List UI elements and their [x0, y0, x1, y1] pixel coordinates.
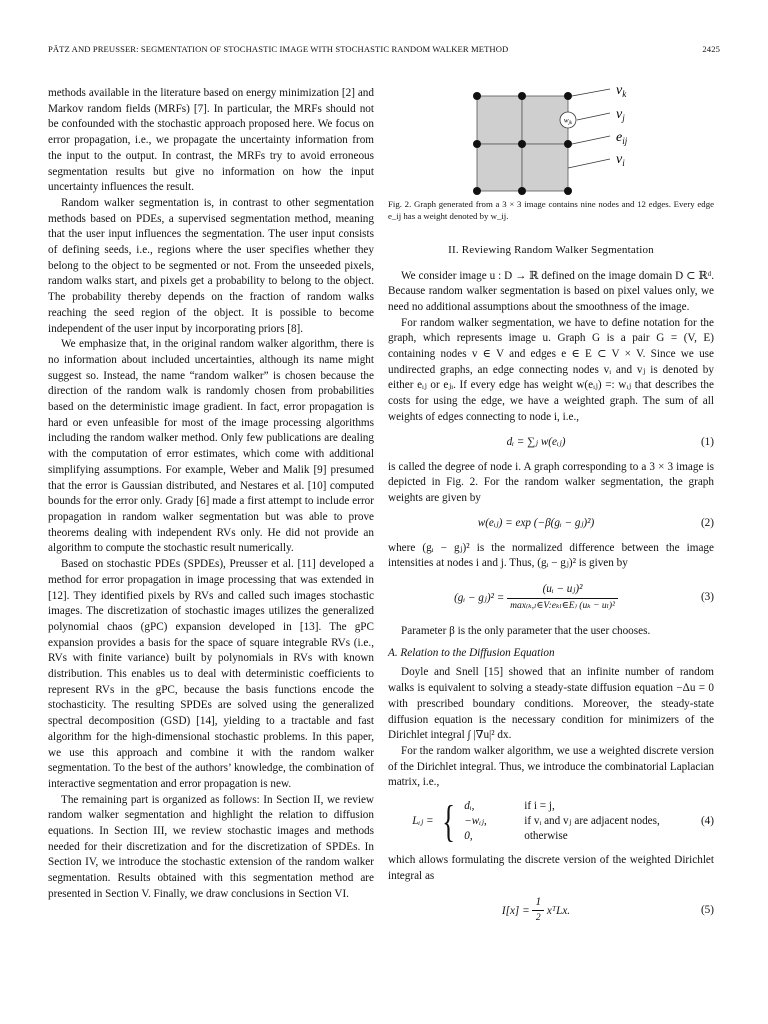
- label-vj: $v_j$: [616, 107, 625, 123]
- paragraph: Doyle and Snell [15] showed that an infinite number of random walks is equivalent to solving a steady-state diffusion equation −Δu = 0 with prescribed boundary conditions. Moreover, the steady-state diffusion equation is the necessary condition for minimizers of the Dirichlet integral ∫ |∇u|² dx.: [388, 666, 714, 742]
- numerator: 1: [532, 895, 544, 912]
- grid-cell: [477, 96, 522, 144]
- denominator: max₍ₖ,ₗ∈V:eₖₗ∈E₎ (uₖ − uₗ)²: [510, 600, 615, 611]
- equation-body: w(eᵢⱼ) = exp (−β(gᵢ − gⱼ)²): [477, 516, 595, 529]
- leader-line: [572, 136, 610, 144]
- case-row: dᵢ, if i = j,: [464, 800, 555, 813]
- numerator: (uᵢ − uⱼ)²: [507, 582, 618, 599]
- case-row: −wᵢⱼ, if vᵢ and vⱼ are adjacent nodes,: [464, 815, 660, 828]
- equation-2: [388, 513, 714, 535]
- grid-cell: [522, 144, 568, 191]
- node: [473, 187, 481, 195]
- paragraph: We consider image u : D → ℝ defined on the image domain D ⊂ ℝᵈ. Because random walker segmentation is based on pixel values only, we need no additional assumptions about the smoothness of the image.: [388, 269, 714, 313]
- paragraph: methods available in the literature based on energy minimization [2] and Markov random fields (MRFs) [7]. In particular, the MRFs should not be confounded with the stochastic approach proposed here. We focus on error propagation, i.e., we propagate the uncertainty information from the input to the output. In contrast, the MRFs try to avoid erroneous segmentation results but give no information on how the input uncertainty influences the result.: [48, 87, 374, 194]
- paragraph: Random walker segmentation is, in contrast to other segmentation methods based on PDEs, a supervised segmentation method, meaning that the user input influences the segmentation. The user input consists of defining seeds, i.e., regions where the user specifies whether they belong to the object to be segmented or not. From the unseeded pixels, random walks start, and pixels get a probability to belong to the object. The probability thereby depends on the fraction of random walks reaching the seed region of the object. It is possible to become independent of the user input by incorporating priors [8].: [48, 196, 374, 335]
- paragraph: which allows formulating the discrete version of the weighted Dirichlet integral as: [388, 854, 714, 882]
- equation-lhs: Lᵢⱼ =: [412, 815, 434, 828]
- running-title: PÄTZ AND PREUSSER: SEGMENTATION OF STOCHASTIC IMAGE WITH STOCHASTIC RANDOM WALKER METHOD: [48, 44, 509, 54]
- denominator: 2: [535, 913, 541, 924]
- equation-4: [388, 797, 714, 847]
- subsection-heading: A. Relation to the Diffusion Equation: [388, 646, 555, 659]
- equation-3: [388, 578, 714, 618]
- equation-lhs: (gᵢ − gⱼ)² =: [454, 591, 505, 604]
- equation-number: (2): [700, 516, 714, 529]
- fraction: [507, 582, 618, 614]
- paragraph: The remaining part is organized as follows: In Section II, we review random walker segmentation and highlight the relation to diffusion equations. In Section III, we review stochastic images and methods needed for their discretization and for the discretization of SPDEs. In Section IV, we introduce the stochastic extension of the random walker segmentation. Results obtained with this segmentation method are presented in Section V. Finally, we draw conclusions in Section VI.: [48, 793, 374, 900]
- equation-number: (3): [700, 591, 714, 604]
- case-row: 0, otherwise: [464, 830, 568, 843]
- cases-block: [464, 799, 660, 844]
- label-vi: $v_i$: [616, 152, 625, 168]
- paragraph: For random walker segmentation, we have to define notation for the graph, which represents image u. Graph G is a pair G = (V, E) containing nodes v ∈ V and edges e ∈ E ⊂ V × V. Since we use undirected graphs, an edge connecting nodes vᵢ and vⱼ is denoted by either eᵢⱼ or eⱼᵢ. If every edge has weight w(eᵢⱼ) =: wᵢⱼ that describes the costs for using the edge, we have a weighted graph. The sum of all weights of edges connecting to node i, i.e.,: [388, 316, 714, 423]
- paragraph: For the random walker algorithm, we use a weighted discrete version of the Dirichlet integral. Thus, we introduce the combinatorial Laplacian matrix, i.e.,: [388, 744, 714, 789]
- node: [518, 140, 526, 148]
- equation-lhs: I[x] =: [501, 904, 530, 917]
- node: [473, 92, 481, 100]
- paragraph: We emphasize that, in the original random walker algorithm, there is no information about included uncertainties, although its name might suggest so. Instead, the name “random walker” is chosen because the direction of the random walk is randomly chosen from probabilities based on the deterministic image gradient. In fact, error propagation is hard or even unfeasible for most of the image processing algorithms including the random walker method. Only few publications are dealing with the computation of error estimates, which come with additional simplifying assumptions. For example, Weber and Malik [9] presumed that the error is Gaussian distributed, and Nestares et al. [10] computed bounds for the error only. Grady [6] made a first attempt to include error propagation in random walker segmentation but was able to prove theorems dealing with independent RVs only. He did not provide an algorithm to compute the stochastic result numerically.: [48, 338, 374, 555]
- node: [564, 140, 572, 148]
- equation-number: (1): [700, 435, 714, 448]
- equation-1: [388, 432, 714, 454]
- left-brace: {: [442, 796, 456, 846]
- equation-number: (5): [700, 903, 714, 916]
- paragraph: is called the degree of node i. A graph corresponding to a 3 × 3 image is depicted in Fig. 2. For the random walker segmentation, the graph weights are given by: [388, 460, 714, 504]
- label-eij: $e_{ij}$: [616, 130, 628, 146]
- grid-cell: [477, 144, 522, 191]
- left-column: [48, 86, 374, 903]
- page-number: 2425: [702, 44, 720, 54]
- node: [518, 92, 526, 100]
- running-header: [48, 44, 720, 58]
- graph-diagram: [388, 86, 714, 198]
- weight-label: $w_{jk}$: [563, 116, 573, 126]
- paragraph: Parameter β is the only parameter that the user chooses.: [401, 625, 651, 638]
- equation-5: [388, 891, 714, 931]
- right-column: [388, 86, 714, 937]
- label-vk: $v_k$: [616, 86, 627, 99]
- equation-number: (4): [700, 815, 714, 828]
- node: [518, 187, 526, 195]
- section-heading: II. Reviewing Random Walker Segmentation: [448, 243, 654, 256]
- leader-line: [572, 89, 610, 96]
- paragraph: Based on stochastic PDEs (SPDEs), Preusser et al. [11] developed a method for error propagation in image processing that was extended in [12]. They identified pixels by RVs and called such images stochastic images. The discretization of stochastic images utilizes the generalized polynomial chaos (gPC) expansion developed in [13]. The gPC expansion provides a basis for the space of square integrable RVs (i.e., RVs with finite variance) built by polynomials in RVs with known distribution. This enables us to deal with deterministic coefficients to represent RVs in the gPC, because the basis functions encode the stochasticity. The resulting SPDEs are solved using the generalized spectral decomposition (GSD) [14], yielding to a tractable and fast algorithm for the high-dimensional stochastic problems. In this paper, we use this approach and combine it with the random walker segmentation. To the best of the authors’ knowledge, the combination of interactive segmentation and error propagation is new.: [48, 558, 374, 790]
- node: [473, 140, 481, 148]
- leader-line: [568, 159, 610, 168]
- equation-body: dᵢ = ∑ⱼ w(eᵢⱼ): [506, 435, 566, 448]
- node: [564, 92, 572, 100]
- equation-rhs: xᵀLx.: [546, 904, 571, 917]
- paragraph: where (gᵢ − gⱼ)² is the normalized difference between the image intensities at nodes i and j. Thus, (gᵢ − gⱼ)² is given by: [388, 541, 714, 570]
- node: [564, 187, 572, 195]
- fraction: [532, 895, 544, 927]
- figure-caption: Fig. 2. Graph generated from a 3 × 3 image contains nine nodes and 12 edges. Every edge e_ij has a weight denoted by w_ij.: [388, 199, 714, 222]
- leader-line: [577, 113, 610, 120]
- figure-2: [388, 86, 714, 198]
